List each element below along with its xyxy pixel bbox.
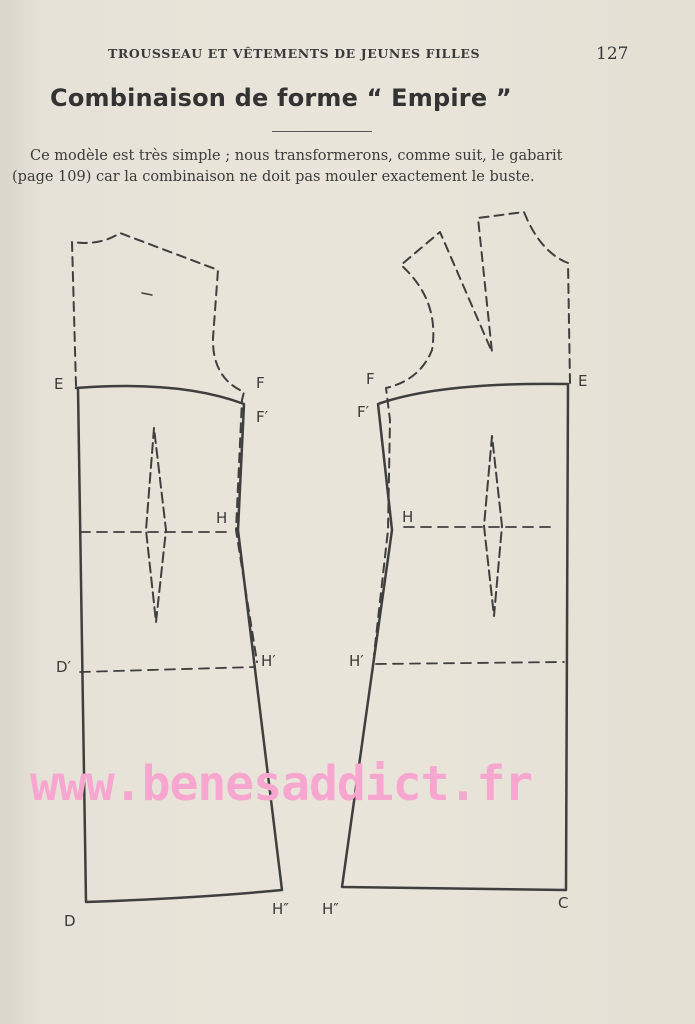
right-skirt-outline bbox=[342, 384, 568, 890]
label-e-right: E bbox=[578, 372, 588, 390]
watermark: www.benesaddict.fr bbox=[30, 756, 533, 812]
label-f-right: F bbox=[366, 370, 375, 388]
right-dart bbox=[484, 436, 502, 616]
running-head: TROUSSEAU ET VÊTEMENTS DE JEUNES FILLES bbox=[108, 46, 481, 61]
label-f-prime-right: F′ bbox=[357, 403, 370, 421]
page-number: 127 bbox=[596, 44, 629, 64]
label-f-left: F bbox=[256, 374, 265, 392]
label-h-double-prime-right: H″ bbox=[322, 900, 339, 918]
label-f-prime-left: F′ bbox=[256, 408, 269, 426]
label-e-left: E bbox=[54, 375, 64, 393]
label-h-prime-right: H′ bbox=[349, 652, 364, 670]
right-bodice-dashed bbox=[374, 212, 570, 655]
left-bodice-dashed bbox=[72, 233, 257, 662]
label-d: D bbox=[64, 912, 76, 930]
right-hip-line bbox=[376, 662, 564, 664]
intro-line-1: Ce modèle est très simple ; nous transformerons, comme suit, le gabarit bbox=[30, 148, 563, 164]
label-h-double-prime-left: H″ bbox=[272, 900, 289, 918]
left-skirt-outline bbox=[76, 386, 282, 902]
label-c: C bbox=[558, 894, 569, 912]
label-h-left: H bbox=[216, 509, 228, 527]
left-dart bbox=[146, 428, 166, 622]
left-tick bbox=[142, 293, 152, 295]
label-h-right: H bbox=[402, 508, 414, 526]
intro-line-2: (page 109) car la combinaison ne doit pas mouler exactement le buste. bbox=[12, 169, 535, 185]
label-h-prime-left: H′ bbox=[261, 652, 276, 670]
label-d-prime: D′ bbox=[56, 658, 71, 676]
page-title: Combinaison de forme “ Empire ” bbox=[50, 84, 512, 112]
left-hip-line bbox=[80, 667, 255, 672]
